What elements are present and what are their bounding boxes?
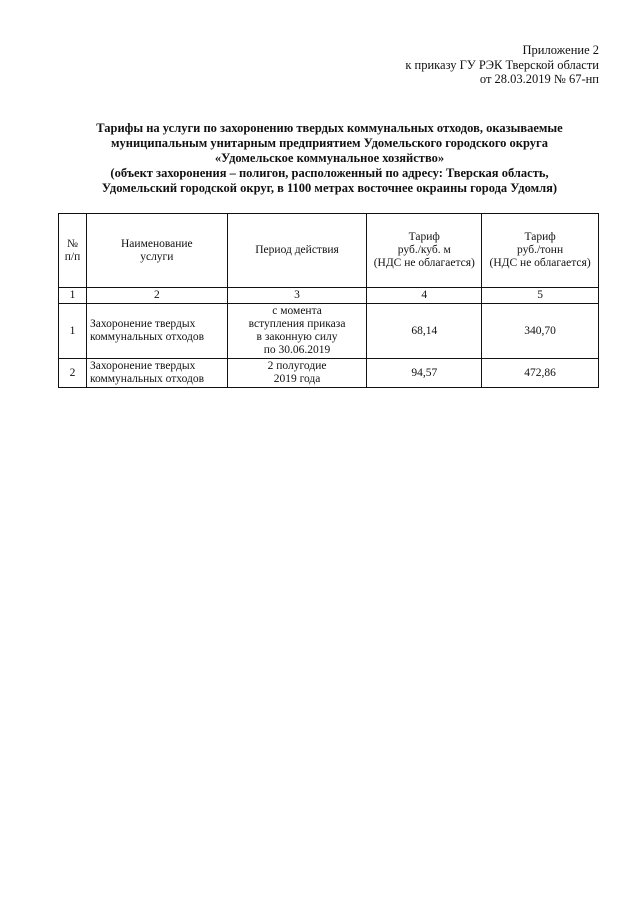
column-number: 1: [59, 288, 87, 304]
row-num: 2: [59, 359, 87, 388]
appendix-number: Приложение 2: [522, 43, 599, 57]
column-number: 5: [482, 288, 599, 304]
header-period: Период действия: [227, 214, 367, 288]
title-line: Тарифы на услуги по захоронению твердых коммунальных отходов, оказываемые: [96, 121, 563, 135]
header-row: [59, 214, 599, 288]
document-title: [60, 121, 599, 196]
header-tariff-per-ton: Тариф руб./тонн (НДС не облагается): [482, 214, 599, 288]
header-tariff-per-m3: Тариф руб./куб. м (НДС не облагается): [367, 214, 482, 288]
header-num: № п/п: [59, 214, 87, 288]
appendix-order-ref: к приказу ГУ РЭК Тверской области: [405, 57, 599, 72]
row-service: Захоронение твердых коммунальных отходов: [86, 304, 227, 359]
column-number-row: [59, 288, 599, 304]
row-period: 2 полугодие 2019 года: [227, 359, 367, 388]
header-service-name: Наименование услуги: [86, 214, 227, 288]
row-tariff-per-m3: 68,14: [367, 304, 482, 359]
row-tariff-per-m3: 94,57: [367, 359, 482, 388]
table-row: [59, 304, 599, 359]
title-line: Удомельский городской округ, в 1100 метрах восточнее окраины города Удомля): [101, 181, 558, 195]
title-line: муниципальным унитарным предприятием Удомельского городского округа: [111, 136, 548, 150]
row-service: Захоронение твердых коммунальных отходов: [86, 359, 227, 388]
title-line: «Удомельское коммунальное хозяйство»: [214, 151, 445, 165]
column-number: 3: [227, 288, 367, 304]
row-num: 1: [59, 304, 87, 359]
appendix-reference: [405, 43, 599, 87]
column-number: 4: [367, 288, 482, 304]
row-period: с момента вступления приказа в законную силу по 30.06.2019: [227, 304, 367, 359]
row-tariff-per-ton: 472,86: [482, 359, 599, 388]
tariff-table: [58, 213, 599, 388]
appendix-order-date: от 28.03.2019 № 67-нп: [479, 72, 599, 86]
row-tariff-per-ton: 340,70: [482, 304, 599, 359]
column-number: 2: [86, 288, 227, 304]
title-line: (объект захоронения – полигон, расположенный по адресу: Тверская область,: [110, 166, 549, 180]
table-row: [59, 359, 599, 388]
